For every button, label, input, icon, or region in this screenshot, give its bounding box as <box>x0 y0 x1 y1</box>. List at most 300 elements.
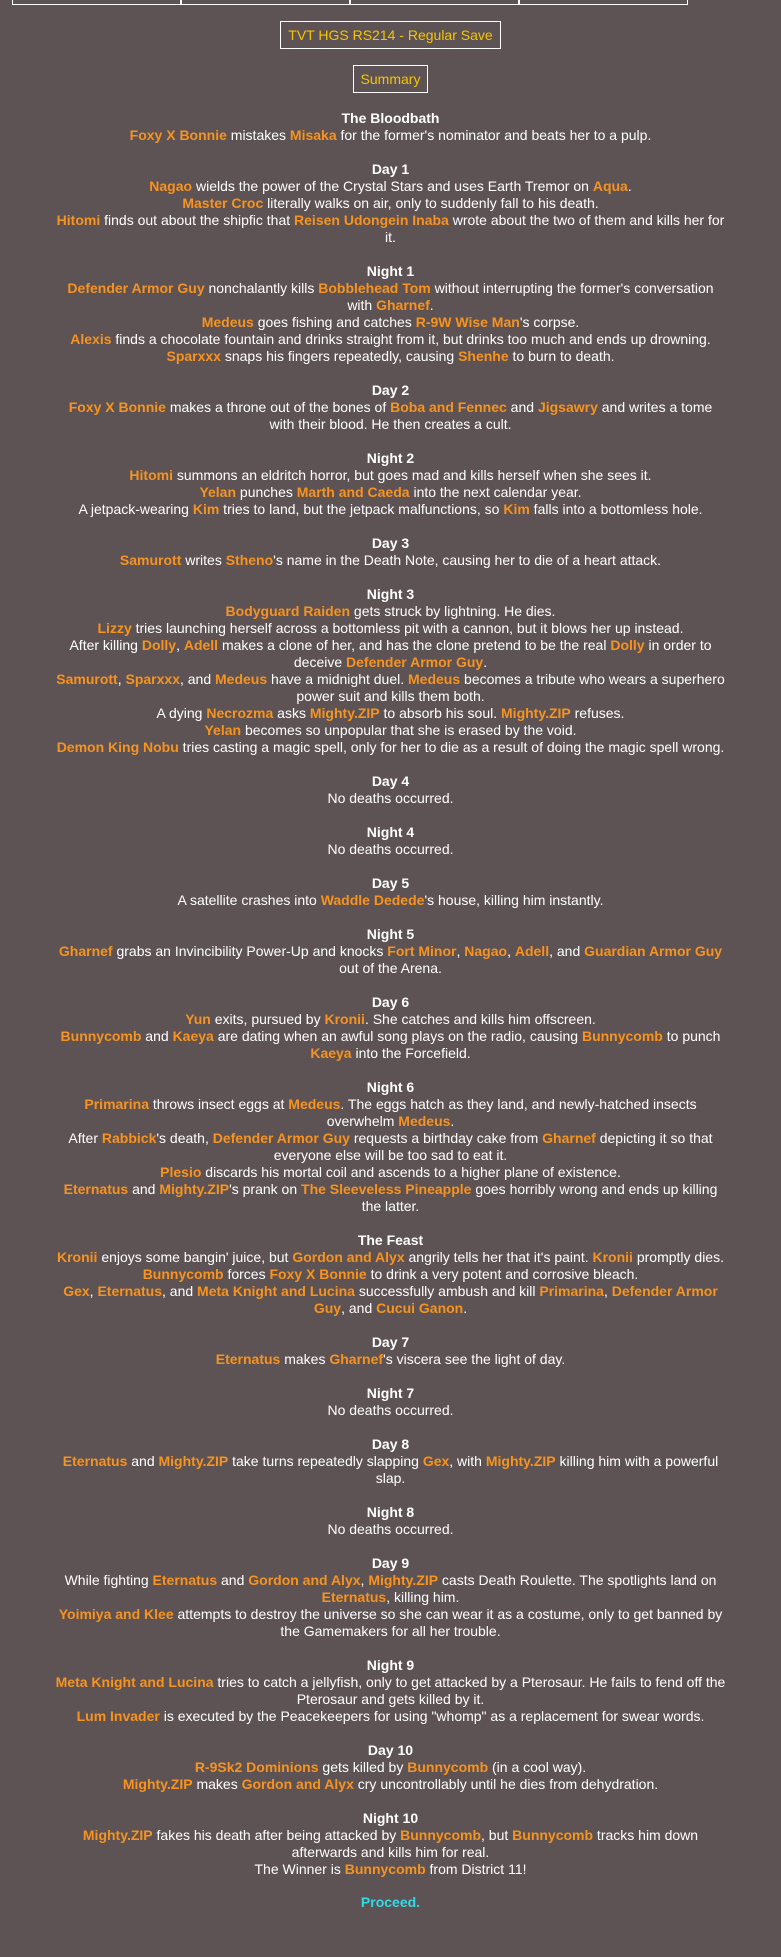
round-events <box>56 790 726 807</box>
event-line <box>56 841 726 858</box>
round-events <box>56 127 726 144</box>
event-text: makes a clone of her, and has the clone pretend to be the real <box>218 637 611 653</box>
top-tab-1[interactable] <box>12 0 181 5</box>
event-line <box>56 739 726 756</box>
event-text: tries to land, but the jetpack malfunctions, so <box>219 501 504 517</box>
event-text: are dating when an awful song plays on the radio, causing <box>213 1028 582 1044</box>
tribute-name: Kim <box>503 501 530 517</box>
tribute-name: R-9W Wise Man <box>415 314 520 330</box>
event-text: into the next calendar year. <box>409 484 582 500</box>
event-line <box>56 790 726 807</box>
event-text: , and <box>341 1300 377 1316</box>
tribute-name: Master Croc <box>182 195 264 211</box>
tribute-name: Bunnycomb <box>60 1028 142 1044</box>
tribute-name: Eternatus <box>215 1351 281 1367</box>
event-text: and <box>217 1572 249 1588</box>
event-text: tries launching herself across a bottomless pit with a cannon, but it blows her up instead. <box>131 620 684 636</box>
tribute-name: Primarina <box>539 1283 604 1299</box>
round-heading: Day 9 <box>371 1555 410 1571</box>
round-heading: Day 6 <box>371 994 410 1010</box>
tribute-name: Nagao <box>464 943 508 959</box>
event-line <box>56 348 726 365</box>
round-heading: Day 8 <box>371 1436 410 1452</box>
tribute-name: Eternatus <box>97 1283 163 1299</box>
tribute-name: Rabbick <box>101 1130 157 1146</box>
event-text: 's death, <box>156 1130 213 1146</box>
event-text: forces <box>223 1266 270 1282</box>
round-events <box>56 552 726 569</box>
round-events <box>56 178 726 246</box>
tribute-name: Foxy X Bonnie <box>269 1266 367 1282</box>
tribute-name: Aqua <box>592 178 628 194</box>
event-line <box>56 1011 726 1028</box>
event-text: and writes a tome with their blood. He then creates a cult. <box>269 399 713 432</box>
event-text: , <box>176 637 184 653</box>
event-text: . <box>483 654 488 670</box>
round-heading: Day 5 <box>371 875 410 891</box>
event-line <box>56 501 726 518</box>
event-line <box>56 1776 726 1793</box>
tribute-name: Boba and Fennec <box>390 399 507 415</box>
event-text: , and <box>162 1283 198 1299</box>
event-text: writes <box>181 552 226 568</box>
event-line <box>56 1181 726 1215</box>
round-section <box>0 875 781 909</box>
event-text: makes <box>192 1776 242 1792</box>
event-text: grabs an Invincibility Power-Up and knocks <box>112 943 388 959</box>
round-heading: Night 3 <box>366 586 415 602</box>
event-text: punches <box>236 484 297 500</box>
round-events <box>56 399 726 433</box>
tribute-name: Bunnycomb <box>142 1266 224 1282</box>
tribute-name: Foxy X Bonnie <box>129 127 227 143</box>
tribute-name: Fort Minor <box>387 943 457 959</box>
round-heading: Day 3 <box>371 535 410 551</box>
tribute-name: Gordon and Alyx <box>241 1776 354 1792</box>
event-line <box>56 1096 726 1130</box>
event-text: finds a chocolate fountain and drinks straight from it, but drinks too much and ends up drowning. <box>111 331 711 347</box>
event-text: , with <box>449 1453 486 1469</box>
tribute-name: Mighty.ZIP <box>159 1181 230 1197</box>
event-text: requests a birthday cake from <box>349 1130 543 1146</box>
round-heading: Night 6 <box>366 1079 415 1095</box>
event-text: promptly dies. <box>632 1249 724 1265</box>
event-text: (in a cool way). <box>488 1759 587 1775</box>
round-section <box>0 1436 781 1487</box>
event-text: for the former's nominator and beats her to a pulp. <box>336 127 652 143</box>
event-line <box>56 671 726 705</box>
round-events <box>56 1759 726 1793</box>
tribute-name: Gex <box>422 1453 450 1469</box>
event-text: After <box>68 1130 102 1146</box>
event-text: to punch <box>662 1028 721 1044</box>
tribute-name: Gordon and Alyx <box>248 1572 361 1588</box>
event-text: gets killed by <box>318 1759 408 1775</box>
tribute-name: Guardian Armor Guy <box>584 943 723 959</box>
event-text: A jetpack-wearing <box>78 501 193 517</box>
event-text: nonchalantly kills <box>204 280 319 296</box>
event-line <box>56 280 726 314</box>
event-line <box>56 1266 726 1283</box>
event-text: , but <box>481 1827 513 1843</box>
tribute-name: Gharnef <box>329 1351 384 1367</box>
event-text: wields the power of the Crystal Stars and uses Earth Tremor on <box>192 178 593 194</box>
tribute-name: Hitomi <box>56 212 101 228</box>
round-heading: Night 10 <box>362 1810 419 1826</box>
tribute-name: Kronii <box>56 1249 98 1265</box>
tribute-name: Medeus <box>288 1096 341 1112</box>
tribute-name: Bunnycomb <box>581 1028 663 1044</box>
tribute-name: Yelan <box>204 722 242 738</box>
round-heading: Night 7 <box>366 1385 415 1401</box>
tribute-name: Dolly <box>141 637 177 653</box>
event-text: . The eggs hatch as they land, and newly-hatched insects overwhelm <box>326 1096 697 1129</box>
round-events <box>56 1674 726 1725</box>
event-text: becomes a tribute who wears a superhero power suit and kills them both. <box>296 671 725 704</box>
tribute-name: Bobblehead Tom <box>318 280 431 296</box>
round-section <box>0 1657 781 1725</box>
tribute-name: Stheno <box>225 552 274 568</box>
tribute-name: Defender Armor Guy <box>313 1283 718 1316</box>
tribute-name: Eternatus <box>321 1589 387 1605</box>
event-text: casts Death Roulette. The spotlights land on <box>438 1572 717 1588</box>
event-text: fakes his death after being attacked by <box>152 1827 401 1843</box>
event-line <box>56 314 726 331</box>
event-text: out of the Arena. <box>339 960 442 976</box>
tribute-name: Defender Armor Guy <box>346 654 484 670</box>
event-text: discards his mortal coil and ascends to a higher plane of existence. <box>201 1164 621 1180</box>
tribute-name: Bodyguard Raiden <box>225 603 351 619</box>
tribute-name: Marth and Caeda <box>296 484 410 500</box>
tribute-name: Adell <box>514 943 550 959</box>
event-text: 's house, killing him instantly. <box>424 892 604 908</box>
event-line <box>56 1453 726 1487</box>
event-line <box>56 467 726 484</box>
round-section <box>0 1810 781 1878</box>
round-events <box>56 280 726 365</box>
event-text: exits, pursued by <box>210 1011 325 1027</box>
event-line <box>56 1674 726 1708</box>
round-events <box>56 1572 726 1640</box>
event-line <box>56 1708 726 1725</box>
event-line <box>56 1351 726 1368</box>
tribute-name: Meta Knight and Lucina <box>55 1674 214 1690</box>
event-text: makes a throne out of the bones of <box>165 399 391 415</box>
round-events <box>56 1249 726 1317</box>
event-text: enjoys some bangin' juice, but <box>97 1249 293 1265</box>
tribute-name: Mighty.ZIP <box>122 1776 193 1792</box>
tribute-name: Reisen Udongein Inaba <box>294 212 449 228</box>
event-text: finds out about the shipfic that <box>100 212 295 228</box>
tribute-name: Hitomi <box>129 467 173 483</box>
tribute-name: Bunnycomb <box>344 1861 426 1877</box>
top-tab-3[interactable] <box>350 0 519 5</box>
tribute-name: Mighty.ZIP <box>82 1827 153 1843</box>
tribute-name: Nagao <box>149 178 193 194</box>
event-text: becomes so unpopular that she is erased by the void. <box>241 722 577 738</box>
event-line <box>56 127 726 144</box>
round-heading: Day 10 <box>367 1742 414 1758</box>
event-log <box>0 110 781 1878</box>
event-text: and <box>128 1181 160 1197</box>
round-section <box>0 994 781 1062</box>
event-line <box>56 1249 726 1266</box>
tribute-name: Sparxxx <box>166 348 221 364</box>
round-section <box>0 535 781 569</box>
round-section <box>0 926 781 977</box>
event-text: A dying <box>156 705 207 721</box>
event-text: . <box>450 1113 455 1129</box>
round-heading: Day 1 <box>371 161 410 177</box>
round-section <box>0 1079 781 1215</box>
round-heading: Night 2 <box>366 450 415 466</box>
event-text: , and <box>549 943 585 959</box>
round-events <box>56 943 726 977</box>
round-heading: Night 1 <box>366 263 415 279</box>
event-text: No deaths occurred. <box>327 841 454 857</box>
event-text: attempts to destroy the universe so she can wear it as a costume, only to get banned by the Gamemakers for all her trouble. <box>173 1606 723 1639</box>
tribute-name: Necrozma <box>206 705 274 721</box>
event-line <box>56 892 726 909</box>
event-line <box>56 552 726 569</box>
save-button-row <box>0 21 781 49</box>
round-section <box>0 1742 781 1793</box>
event-text: . <box>429 297 434 313</box>
event-text: from District 11! <box>425 1861 527 1877</box>
event-line <box>56 1759 726 1776</box>
round-events <box>56 1351 726 1368</box>
tribute-name: Gex <box>63 1283 90 1299</box>
round-heading: The Bloodbath <box>341 110 440 126</box>
round-heading: Day 4 <box>371 773 410 789</box>
tribute-name: Dolly <box>610 637 645 653</box>
round-events <box>56 1453 726 1487</box>
round-section <box>0 450 781 518</box>
round-heading: The Feast <box>357 1232 424 1248</box>
event-line <box>56 1521 726 1538</box>
event-text: , <box>456 943 465 959</box>
tribute-name: Medeus <box>201 314 254 330</box>
event-line <box>56 195 726 212</box>
event-text: to drink a very potent and corrosive bleach. <box>366 1266 639 1282</box>
event-line <box>56 637 726 671</box>
tribute-name: Yelan <box>199 484 237 500</box>
round-heading: Night 5 <box>366 926 415 942</box>
event-line <box>56 331 726 348</box>
tribute-name: Lum Invader <box>76 1708 160 1724</box>
event-text: While fighting <box>64 1572 153 1588</box>
event-text: , <box>117 671 126 687</box>
event-text: have a midnight duel. <box>267 671 409 687</box>
tribute-name: Lizzy <box>97 620 132 636</box>
event-text: , <box>360 1572 369 1588</box>
event-text: to burn to death. <box>508 348 615 364</box>
tribute-name: Misaka <box>289 127 337 143</box>
round-section <box>0 1504 781 1538</box>
event-text: angrily tells her that it's paint. <box>404 1249 593 1265</box>
tribute-name: Bunnycomb <box>407 1759 489 1775</box>
event-text: into the Forcefield. <box>351 1045 471 1061</box>
round-section <box>0 1385 781 1419</box>
event-text: No deaths occurred. <box>327 790 454 806</box>
tribute-name: Waddle Dedede <box>320 892 425 908</box>
event-line <box>56 1164 726 1181</box>
event-text: , <box>507 943 515 959</box>
event-text: The Winner is <box>254 1861 345 1877</box>
tribute-name: Medeus <box>398 1113 451 1129</box>
event-line <box>56 603 726 620</box>
round-heading: Day 2 <box>371 382 410 398</box>
tribute-name: Yun <box>185 1011 211 1027</box>
tribute-name: Defender Armor Guy <box>67 280 205 296</box>
event-text: and <box>141 1028 173 1044</box>
event-text: tries to catch a jellyfish, only to get attacked by a Pterosaur. He fails to fend off the Pterosaur and gets killed by it. <box>213 1674 726 1707</box>
event-line <box>56 212 726 246</box>
event-line <box>56 1402 726 1419</box>
event-line <box>56 399 726 433</box>
event-line <box>56 620 726 637</box>
round-section <box>0 110 781 144</box>
tribute-name: Defender Armor Guy <box>212 1130 350 1146</box>
tribute-name: Eternatus <box>62 1453 128 1469</box>
tribute-name: Mighty.ZIP <box>158 1453 229 1469</box>
event-text: to absorb his soul. <box>379 705 502 721</box>
top-tab-4[interactable] <box>519 0 688 5</box>
event-text: wrote about the two of them and kills her for it. <box>385 212 725 245</box>
tribute-name: Jigsawry <box>537 399 598 415</box>
event-line <box>56 1827 726 1861</box>
event-text: successfully ambush and kill <box>354 1283 540 1299</box>
event-text: mistakes <box>226 127 290 143</box>
event-line <box>56 705 726 722</box>
top-tab-bar <box>12 0 688 5</box>
round-heading: Night 9 <box>366 1657 415 1673</box>
event-text: No deaths occurred. <box>327 1402 454 1418</box>
tribute-name: Primarina <box>84 1096 149 1112</box>
round-events <box>56 1011 726 1062</box>
tribute-name: The Sleeveless Pineapple <box>301 1181 472 1197</box>
tribute-name: Kim <box>192 501 220 517</box>
tribute-name: Foxy X Bonnie <box>68 399 166 415</box>
event-text: throws insect eggs at <box>148 1096 289 1112</box>
event-text: No deaths occurred. <box>327 1521 454 1537</box>
event-text: makes <box>280 1351 330 1367</box>
tribute-name: Mighty.ZIP <box>501 705 571 721</box>
event-text: , <box>89 1283 98 1299</box>
save-button[interactable]: TVT HGS RS214 - Regular Save <box>280 21 500 49</box>
tribute-name: Yoimiya and Klee <box>58 1606 174 1622</box>
event-text: 's viscera see the light of day. <box>383 1351 566 1367</box>
round-heading: Night 8 <box>366 1504 415 1520</box>
event-text: killing him with a powerful slap. <box>375 1453 719 1486</box>
event-line <box>56 1283 726 1317</box>
event-line <box>56 1130 726 1164</box>
tribute-name: Kaeya <box>172 1028 214 1044</box>
round-events <box>56 467 726 518</box>
event-line <box>56 943 726 977</box>
event-text: 's name in the Death Note, causing her to die of a heart attack. <box>273 552 662 568</box>
proceed-link[interactable]: Proceed. <box>360 1894 421 1910</box>
event-text: literally walks on air, only to suddenly fall to his death. <box>263 195 599 211</box>
round-section <box>0 161 781 246</box>
summary-button[interactable]: Summary <box>353 65 429 93</box>
tribute-name: Cucui Ganon <box>376 1300 464 1316</box>
event-text: snaps his fingers repeatedly, causing <box>220 348 459 364</box>
round-section <box>0 824 781 858</box>
round-events <box>56 892 726 909</box>
round-events <box>56 841 726 858</box>
tribute-name: Mighty.ZIP <box>368 1572 439 1588</box>
tribute-name: Samurott <box>119 552 182 568</box>
event-text: and <box>127 1453 159 1469</box>
event-text: , killing him. <box>386 1589 460 1605</box>
round-section <box>0 586 781 756</box>
round-heading: Night 4 <box>366 824 415 840</box>
event-line <box>56 722 726 739</box>
tribute-name: Bunnycomb <box>512 1827 594 1843</box>
event-text: summons an eldritch horror, but goes mad and kills herself when she sees it. <box>172 467 652 483</box>
event-text: is executed by the Peacekeepers for using "whomp" as a replacement for swear words. <box>159 1708 705 1724</box>
tribute-name: Meta Knight and Lucina <box>197 1283 355 1299</box>
round-events <box>56 1402 726 1419</box>
summary-button-row <box>0 65 781 93</box>
event-text: in order to deceive <box>293 637 712 670</box>
tribute-name: Eternatus <box>63 1181 129 1197</box>
event-text: take turns repeatedly slapping <box>228 1453 423 1469</box>
tribute-name: Kronii <box>324 1011 365 1027</box>
round-heading: Day 7 <box>371 1334 410 1350</box>
event-line <box>56 1572 726 1606</box>
event-text: refuses. <box>570 705 625 721</box>
tribute-name: R-9Sk2 Dominions <box>194 1759 319 1775</box>
tribute-name: Plesio <box>160 1164 202 1180</box>
event-text: After killing <box>69 637 142 653</box>
round-events <box>56 1521 726 1538</box>
top-tab-2[interactable] <box>181 0 350 5</box>
round-events <box>56 603 726 756</box>
event-text: , and <box>179 671 216 687</box>
tribute-name: Bunnycomb <box>400 1827 482 1843</box>
event-text: and <box>506 399 538 415</box>
round-section <box>0 773 781 807</box>
event-line <box>56 178 726 195</box>
event-line <box>56 1861 726 1878</box>
tribute-name: Gharnef <box>58 943 113 959</box>
tribute-name: Medeus <box>215 671 268 687</box>
tribute-name: Medeus <box>408 671 461 687</box>
event-text: gets struck by lightning. He dies. <box>350 603 556 619</box>
event-text: goes horribly wrong and ends up killing the latter. <box>361 1181 718 1214</box>
event-text: A satellite crashes into <box>177 892 321 908</box>
tribute-name: Kronii <box>592 1249 633 1265</box>
round-events <box>56 1827 726 1878</box>
tribute-name: Mighty.ZIP <box>485 1453 556 1469</box>
round-section <box>0 382 781 433</box>
tribute-name: Adell <box>183 637 219 653</box>
event-text: falls into a bottomless hole. <box>529 501 703 517</box>
event-text: 's prank on <box>229 1181 302 1197</box>
tribute-name: Gordon and Alyx <box>292 1249 405 1265</box>
event-text: depicting it so that everyone else will be too sad to eat it. <box>273 1130 713 1163</box>
event-text: . She catches and kills him offscreen. <box>364 1011 596 1027</box>
event-line <box>56 484 726 501</box>
event-text: , <box>603 1283 612 1299</box>
tribute-name: Eternatus <box>152 1572 218 1588</box>
tribute-name: Gharnef <box>376 297 430 313</box>
event-text: without interrupting the former's conversation with <box>347 280 714 313</box>
event-text: goes fishing and catches <box>253 314 416 330</box>
event-text: cry uncontrollably until he dies from dehydration. <box>353 1776 659 1792</box>
